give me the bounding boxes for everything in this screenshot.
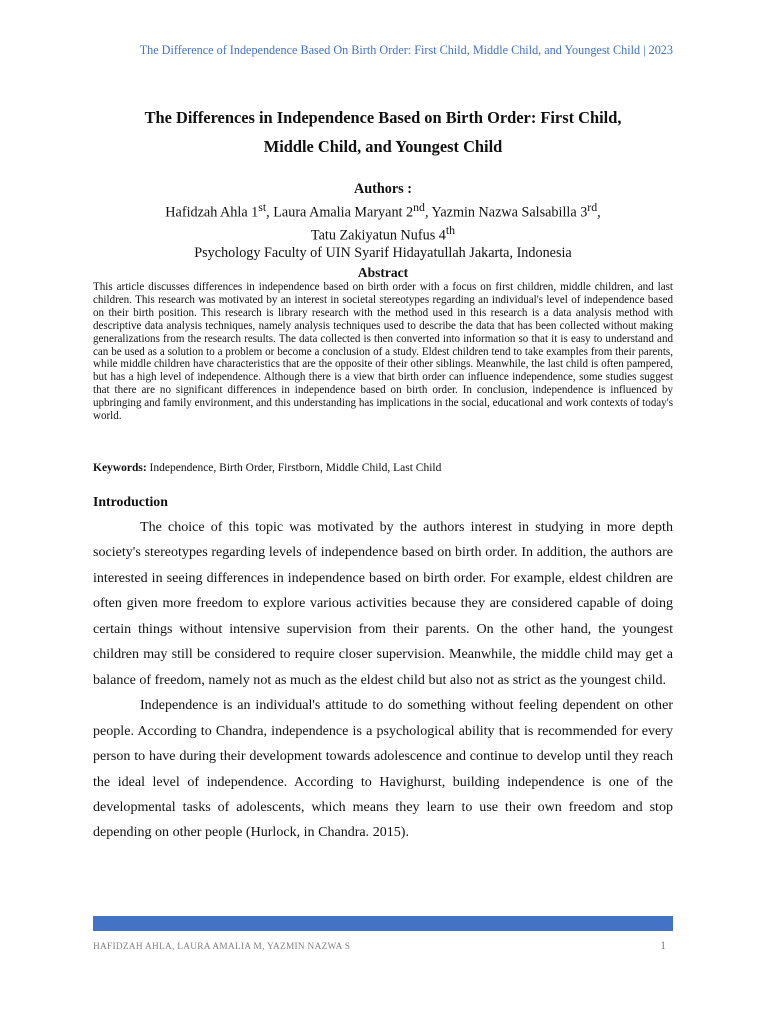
paper-title	[93, 103, 673, 161]
title-line-2: Middle Child, and Youngest Child	[263, 137, 503, 156]
author-4-ordinal: th	[445, 222, 456, 237]
author-1-ordinal: st	[258, 199, 267, 214]
author-4: Tatu Zakiyatun Nufus 4	[310, 227, 446, 244]
introduction-heading: Introduction	[93, 494, 168, 509]
author-3: , Yazmin Nazwa Salsabilla 3	[424, 204, 588, 221]
author-2-ordinal: nd	[413, 199, 425, 214]
footer-bar	[93, 916, 673, 931]
introduction-paragraph-1: The choice of this topic was motivated by the authors interest in studying in more depth society's stereotypes regarding levels of independence based on birth order. In addition, the authors are interested in seeing differences in independence based on birth order. For example, eldest children are often given more freedom to explore various activities because they are considered capable of doing certain things without intensive supervision from their parents. On the other hand, the youngest children may still be considered to require closer supervision. Meanwhile, the middle child may get a balance of freedom, namely not as much as the eldest child but also not as strict as the youngest child.	[93, 519, 673, 688]
author-line-1-end: ,	[597, 204, 601, 221]
author-block	[93, 181, 673, 262]
abstract-text: This article discusses differences in independence based on birth order with a focus on first children, middle children, and last children. This research was motivated by an interest in societal stereotypes regarding an individual's level of independence based on their birth position. This research is library research with the method used in this research is a data analysis method with descriptive data analysis techniques, namely analysis techniques used to describe the data that has been collected without making generalizations from the research results. The data collected is then converted into information so that it is easy to understand and can be used as a solution to a problem or become a conclusion of a study. Eldest children tend to take examples from their parents, while middle children have characteristics that are the opposite of their other siblings. Meanwhile, the last child is often pampered, but has a high level of independence. Although there is a view that birth order can influence independence, some studies suggest that there are no significant differences in independence based on birth order. In conclusion, independence is influenced by upbringing and family environment, and this understanding has implications in the social, educational and work contexts of today's world.	[93, 281, 673, 423]
introduction-paragraph-2: Independence is an individual's attitude to do something without feeling dependent on other people. According to Chandra, independence is a psychological ability that is recommended for every person to have during their development towards adolescence and continue to develop until they reach the ideal level of independence. According to Havighurst, building independence is one of the developmental tasks of adolescents, which means they learn to use their own freedom and stop depending on other people (Hurlock, in Chandra. 2015).	[93, 697, 673, 841]
page-number: 1	[660, 940, 666, 952]
title-line-1: The Differences in Independence Based on Birth Order: First Child,	[144, 108, 622, 127]
running-head: The Difference of Independence Based On Birth Order: First Child, Middle Child, and Youngest Child | 2023	[139, 43, 673, 57]
author-line-1	[93, 199, 673, 222]
footer-authors: HAFIDZAH AHLA, LAURA AMALIA M, YAZMIN NAZWA S	[93, 942, 351, 952]
author-line-2	[93, 222, 673, 245]
authors-heading: Authors :	[354, 181, 412, 197]
keywords-label: Keywords:	[93, 462, 147, 474]
introduction-body	[93, 515, 673, 846]
abstract-heading: Abstract	[357, 265, 409, 280]
keywords	[93, 462, 673, 474]
author-3-ordinal: rd	[587, 199, 598, 214]
affiliation: Psychology Faculty of UIN Syarif Hidayatullah Jakarta, Indonesia	[194, 244, 572, 261]
keywords-value: Independence, Birth Order, Firstborn, Middle Child, Last Child	[146, 462, 442, 474]
author-1: Hafidzah Ahla 1	[165, 204, 259, 221]
author-2: , Laura Amalia Maryant 2	[266, 204, 414, 221]
